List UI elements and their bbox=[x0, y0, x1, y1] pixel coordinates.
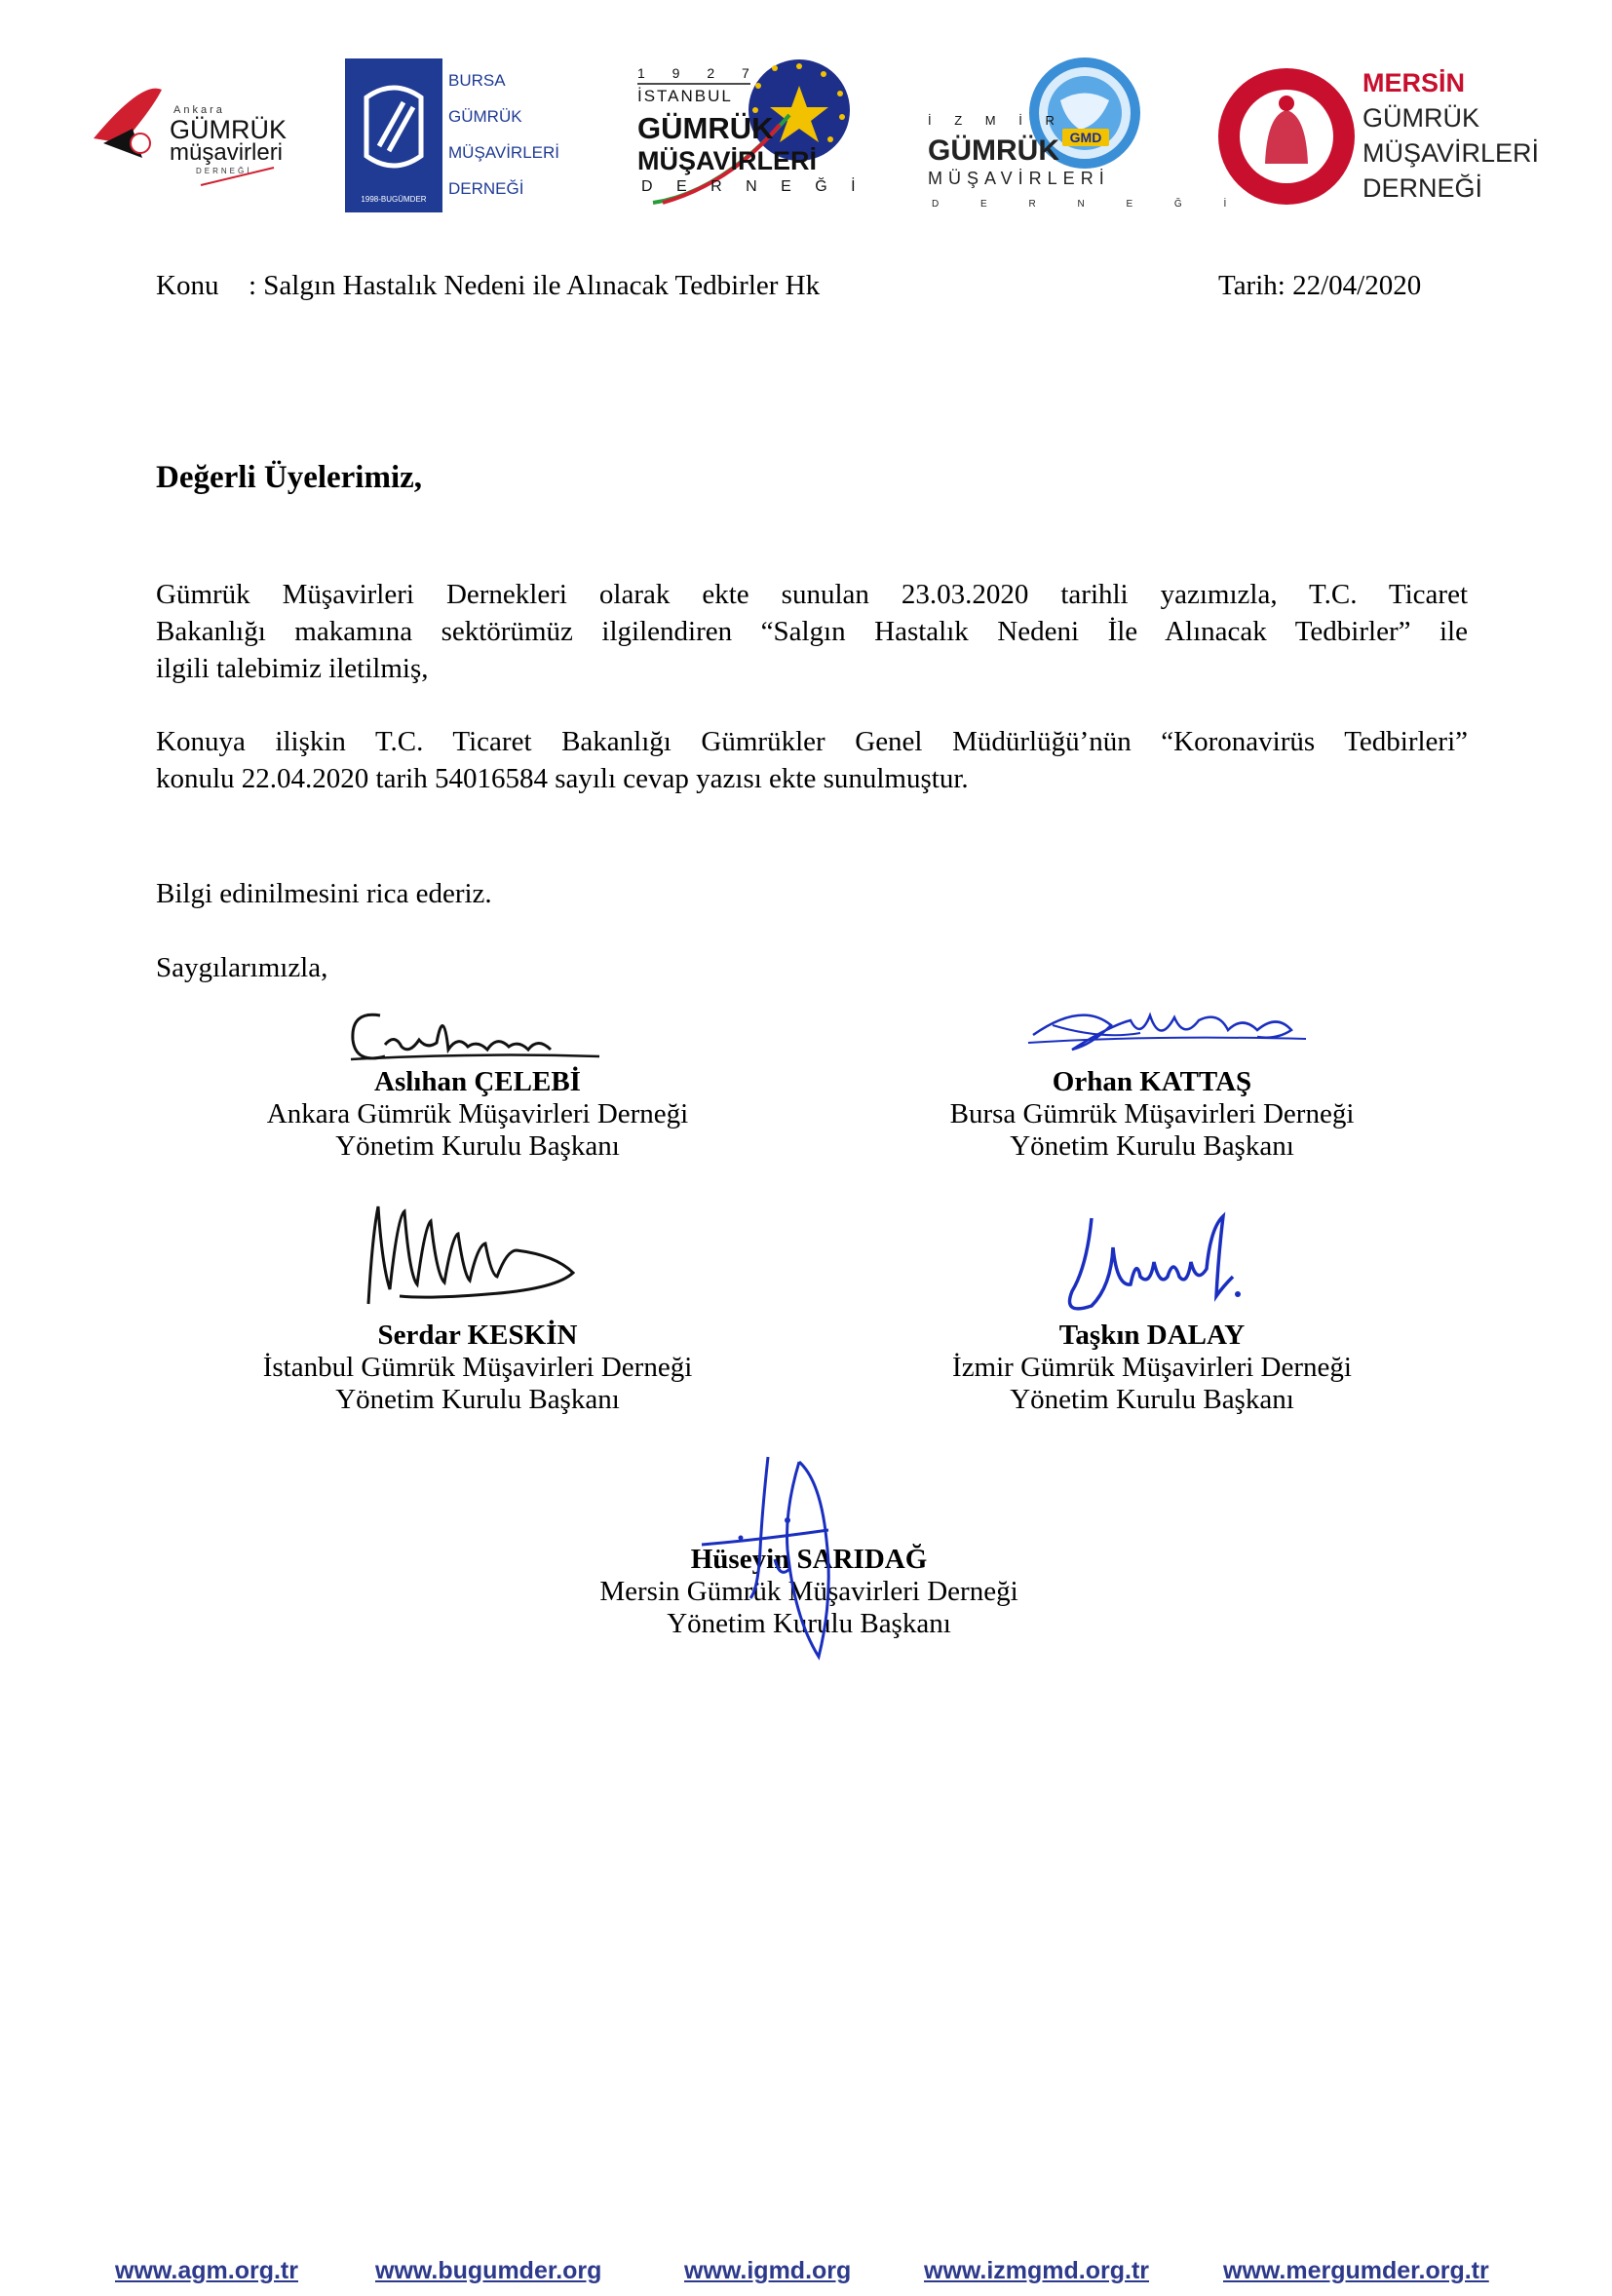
izmir-logo-city: İ Z M İ R bbox=[928, 113, 1064, 128]
signatory-bursa bbox=[811, 1066, 1493, 1163]
signatory-bursa-org: Bursa Gümrük Müşavirleri Derneği bbox=[949, 1098, 1355, 1129]
signatory-izmir-title: Yönetim Kurulu Başkanı bbox=[1010, 1384, 1294, 1415]
izmir-logo-line3: D E R N E Ğ İ bbox=[932, 199, 1247, 210]
izmir-logo-badge-text: GMD bbox=[1069, 130, 1102, 145]
bursa-logo-caption: 1998-BUGÜMDER bbox=[361, 195, 427, 204]
ankara-logo bbox=[84, 70, 288, 187]
ankara-logo-circle bbox=[131, 134, 150, 153]
signatory-ankara-org: Ankara Gümrük Müşavirleri Derneği bbox=[266, 1098, 689, 1129]
paragraph-3: Bilgi edinilmesini rica ederiz. bbox=[156, 878, 492, 909]
bursa-logo-line2: GÜMRÜK bbox=[448, 107, 522, 126]
footer-link-igmd[interactable]: www.igmd.org bbox=[684, 2257, 852, 2284]
paragraph-1-line-2: Bakanlığı makamına sektörümüz ilgilendiren “Salgın Hastalık Nedeni İle Alınacak Tedbirler” ile bbox=[156, 616, 1468, 647]
closing: Saygılarımızla, bbox=[156, 952, 328, 983]
bursa-logo-line1: BURSA bbox=[448, 71, 506, 90]
signatory-istanbul bbox=[136, 1320, 819, 1416]
signature-celebi bbox=[341, 996, 604, 1074]
letter-date: Tarih: 22/04/2020 bbox=[1218, 270, 1422, 301]
paragraph-1 bbox=[156, 576, 1468, 687]
signatory-mersin-name: Hüseyin SARIDAĞ bbox=[690, 1544, 928, 1575]
istanbul-logo-line1: GÜMRÜK bbox=[637, 111, 774, 145]
subject-text: Salgın Hastalık Nedeni ile Alınacak Tedbirler Hk bbox=[263, 270, 821, 301]
subject-line bbox=[156, 267, 820, 304]
footer-link-bugumder[interactable]: www.bugumder.org bbox=[375, 2257, 602, 2284]
paragraph-2-line-1: Konuya ilişkin T.C. Ticaret Bakanlığı Gümrükler Genel Müdürlüğü’nün “Koronavirüs Tedbirleri” bbox=[156, 726, 1468, 757]
signatory-izmir-name: Taşkın DALAY bbox=[1058, 1320, 1246, 1351]
mersin-logo-head bbox=[1279, 96, 1294, 111]
paragraph-1-line-1: Gümrük Müşavirleri Dernekleri olarak ekte sunulan 23.03.2020 tarihli yazımızla, T.C. Ticaret bbox=[156, 579, 1468, 610]
signatory-ankara-title: Yönetim Kurulu Başkanı bbox=[335, 1130, 620, 1162]
izmir-logo bbox=[924, 57, 1247, 217]
istanbul-logo-year: 1 9 2 7 bbox=[637, 65, 761, 81]
istanbul-logo-city: İSTANBUL bbox=[637, 87, 733, 105]
ankara-logo-line3: DERNEĞİ bbox=[196, 167, 252, 175]
ankara-logo-city: Ankara bbox=[173, 104, 225, 116]
signatory-istanbul-name: Serdar KESKİN bbox=[377, 1320, 578, 1351]
subject-label: Konu bbox=[156, 270, 219, 301]
istanbul-logo bbox=[633, 57, 865, 217]
signatory-bursa-name: Orhan KATTAŞ bbox=[1052, 1066, 1252, 1097]
istanbul-logo-line3: D E R N E Ğ İ bbox=[641, 178, 865, 195]
mersin-logo-line1: MERSİN bbox=[1363, 68, 1466, 97]
signatory-izmir bbox=[811, 1320, 1493, 1416]
signatory-mersin-org: Mersin Gümrük Müşavirleri Derneği bbox=[599, 1576, 1018, 1607]
signatory-mersin-title: Yönetim Kurulu Başkanı bbox=[667, 1608, 951, 1639]
footer-link-mergumder[interactable]: www.mergumder.org.tr bbox=[1223, 2257, 1489, 2284]
mersin-logo-line3: MÜŞAVİRLERİ bbox=[1363, 138, 1540, 168]
mersin-logo bbox=[1216, 57, 1540, 217]
footer-link-agm[interactable]: www.agm.org.tr bbox=[115, 2257, 298, 2284]
signatory-ankara-name: Aslıhan ÇELEBİ bbox=[374, 1066, 581, 1097]
signature-keskin bbox=[361, 1197, 585, 1314]
subject-separator: : bbox=[248, 270, 257, 301]
izmir-logo-line1: GÜMRÜK bbox=[928, 134, 1059, 167]
ankara-logo-line2: müşavirleri bbox=[170, 139, 284, 166]
signatory-ankara bbox=[136, 1066, 819, 1163]
izmir-logo-line2: MÜŞAVİRLERİ bbox=[928, 169, 1110, 188]
signatory-bursa-title: Yönetim Kurulu Başkanı bbox=[1010, 1130, 1294, 1162]
salutation: Değerli Üyelerimiz, bbox=[156, 460, 423, 495]
bursa-logo-line4: DERNEĞİ bbox=[448, 179, 524, 198]
bursa-logo bbox=[345, 58, 559, 214]
paragraph-2 bbox=[156, 723, 1468, 797]
footer-links bbox=[0, 2257, 1612, 2296]
bursa-logo-block bbox=[345, 58, 442, 212]
signature-kattas bbox=[1023, 996, 1316, 1064]
mersin-logo-line4: DERNEĞİ bbox=[1363, 173, 1483, 203]
signature-saridag bbox=[682, 1452, 877, 1666]
ankara-logo-line1: GÜMRÜK bbox=[170, 115, 287, 144]
footer-link-izmgmd[interactable]: www.izmgmd.org.tr bbox=[924, 2257, 1150, 2284]
paragraph-2-line-2: konulu 22.04.2020 tarih 54016584 sayılı cevap yazısı ekte sunulmuştur. bbox=[156, 763, 969, 794]
signature-dalay bbox=[1053, 1208, 1277, 1325]
association-logos bbox=[0, 0, 1612, 234]
bursa-logo-line3: MÜŞAVİRLERİ bbox=[448, 143, 559, 162]
mersin-logo-line2: GÜMRÜK bbox=[1363, 103, 1479, 133]
signatory-izmir-org: İzmir Gümrük Müşavirleri Derneği bbox=[952, 1352, 1352, 1383]
istanbul-logo-line2: MÜŞAVİRLERİ bbox=[637, 146, 818, 175]
signatory-istanbul-org: İstanbul Gümrük Müşavirleri Derneği bbox=[262, 1352, 693, 1383]
paragraph-1-line-3: ilgili talebimiz iletilmiş, bbox=[156, 653, 429, 684]
signatory-istanbul-title: Yönetim Kurulu Başkanı bbox=[335, 1384, 620, 1415]
